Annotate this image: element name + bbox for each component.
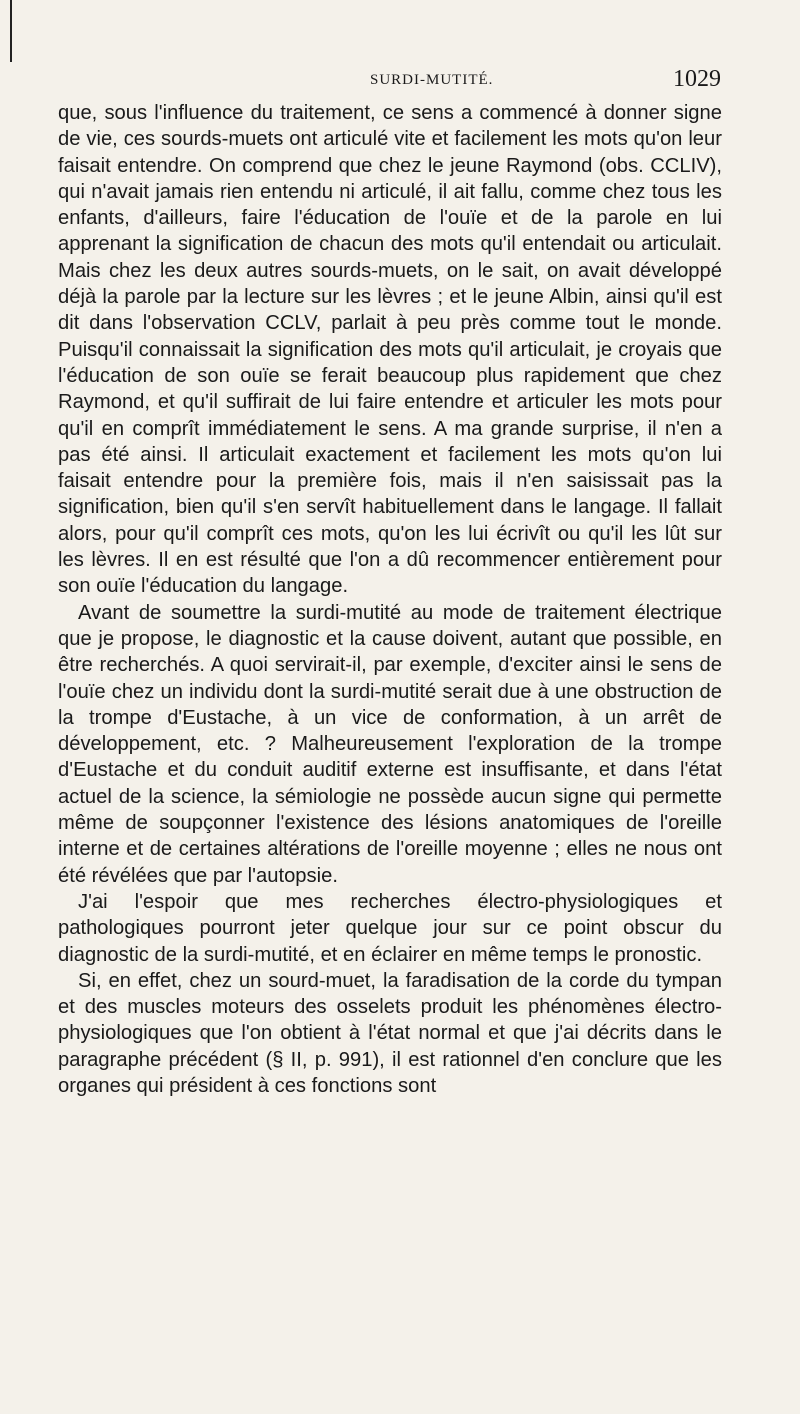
paragraph: que, sous l'influence du traitement, ce sens a commencé à donner signe de vie, ces sourds-muets ont articulé vite et facilement les mots qu'on leur faisait entendre. On comprend que chez le jeune Raymond (obs. CCLIV), qui n'avait jamais rien entendu ni articulé, il ait fallu, comme chez tous les enfants, d'ailleurs, faire l'éducation de l'ouïe et de la parole en lui apprenant la signification de chacun des mots qu'il entendait ou articulait. Mais chez les deux autres sourds-muets, on le sait, on avait développé déjà la parole par la lecture sur les lèvres ; et le jeune Albin, ainsi qu'il est dit dans l'observation CCLV, parlait à peu près comme tout le monde. Puisqu'il connaissait la signification des mots qu'il articulait, je croyais que l'éducation de son ouïe se ferait beaucoup plus rapidement que chez Raymond, et qu'il suffirait de lui faire entendre et articuler les mots pour qu'il en comprît immédiatement le sens. A ma grande surprise, il n'en a pas été ainsi. Il articulait exactement et facilement les mots qu'on lui faisait entendre pour la première fois, mais il n'en saisissait pas la signification, bien qu'il s'en servît habituellement dans le langage. Il fallait alors, pour qu'il comprît ces mots, qu'on les lui écrivît ou qu'il les lût sur les lèvres. Il en est résulté que l'on a dû recommencer entièrement pour son ouïe l'éducation du langage. (58, 102, 722, 598)
paragraph: Avant de soumettre la surdi-mutité au mode de traitement électrique que je propose, le diagnostic et la cause doivent, autant que possible, en être recherchés. A quoi servirait-il, par exemple, d'exciter ainsi le sens de l'ouïe chez un individu dont la surdi-mutité serait due à une obstruction de la trompe d'Eustache, à un vice de conformation, à un arrêt de développement, etc. ? Malheureusement l'exploration de la trompe d'Eustache et du conduit auditif externe est insuffisante, et dans l'état actuel de la science, la sémiologie ne possède aucun signe qui permette même de soupçonner l'existence des lésions anatomiques de l'oreille interne et de certaines altérations de l'oreille moyenne ; elles ne nous ont été révélées que par l'autopsie. (58, 601, 722, 887)
page-number: 1029 (673, 66, 721, 92)
page-edge-line (10, 0, 12, 62)
body-text (58, 100, 722, 1099)
running-head (120, 66, 721, 94)
paragraph: Si, en effet, chez un sourd-muet, la faradisation de la corde du tympan et des muscles moteurs des osselets produit les phénomènes électro-physiologiques que l'on obtient à l'état normal et que j'ai décrits dans le paragraphe précédent (§ II, p. 991), il est rationnel d'en conclure que les organes qui président à ces fonctions sont (58, 969, 722, 1097)
paragraph: J'ai l'espoir que mes recherches électro-physiologiques et pathologiques pourront jeter quelque jour sur ce point obscur du diagnostic de la surdi-mutité, et en éclairer en même temps le pronostic. (58, 890, 722, 966)
running-head-title: SURDI-MUTITÉ. (370, 72, 494, 88)
